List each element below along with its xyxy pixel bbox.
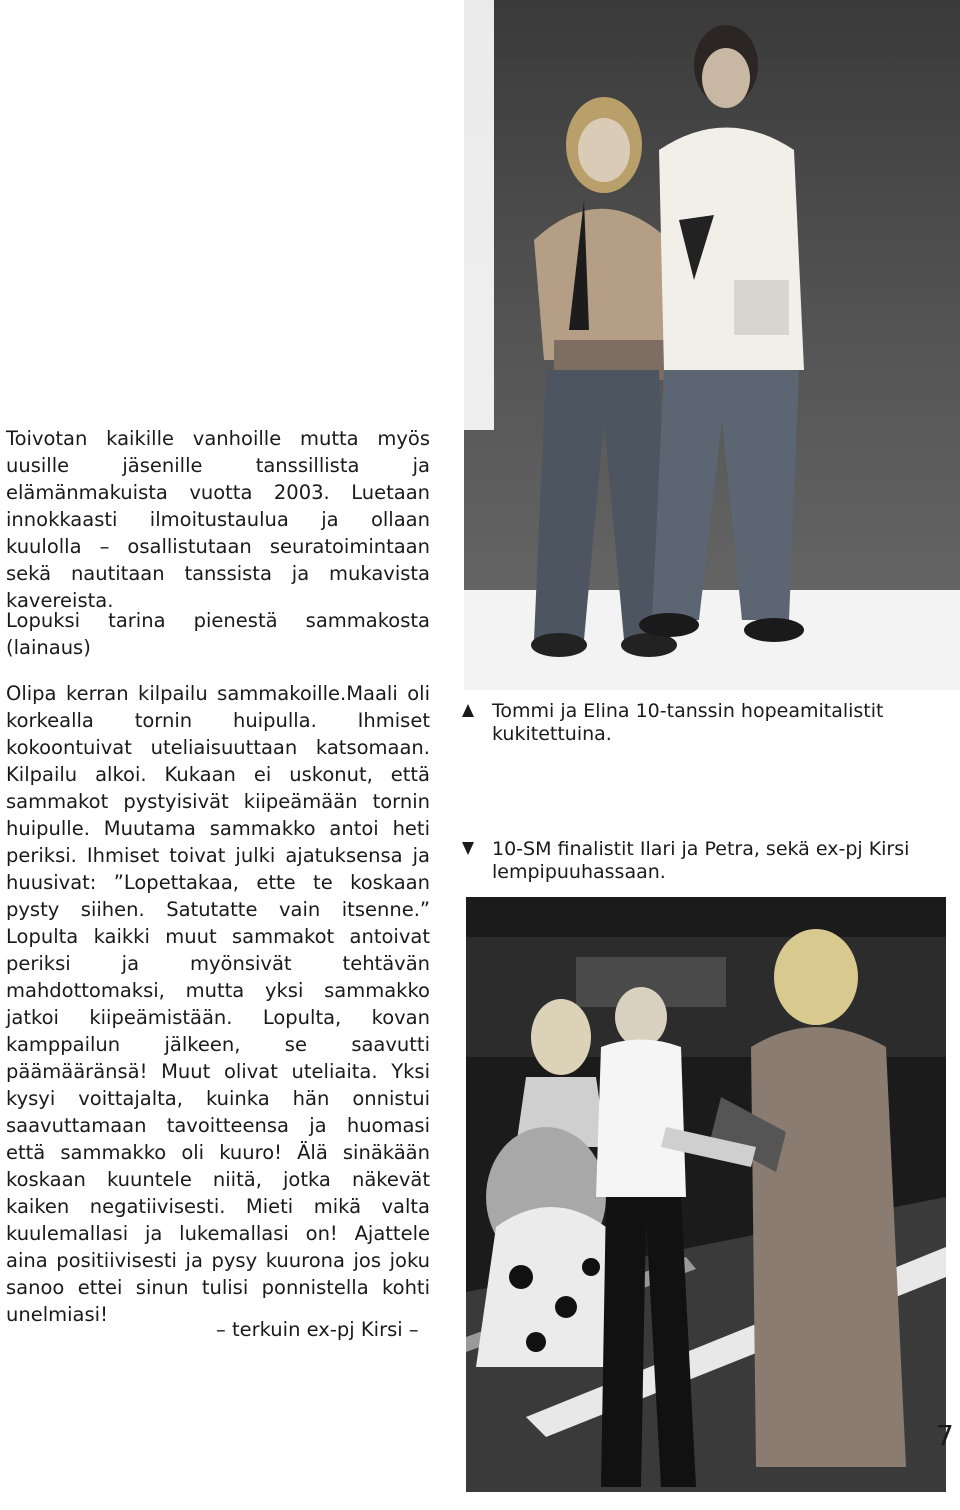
caption-top-photo (462, 700, 932, 746)
arrow-down-icon (462, 842, 474, 855)
arrow-up-icon (462, 704, 474, 717)
caption-bottom-photo (462, 838, 932, 884)
photo-finalists (466, 897, 946, 1492)
caption-top-text: Tommi ja Elina 10-tanssin hopeamitalistit kukitettuina. (492, 700, 884, 745)
signature: – terkuin ex-pj Kirsi – (216, 1318, 419, 1341)
caption-bottom-text: 10-SM finalistit Ilari ja Petra, sekä ex-pj Kirsi lempipuuhassaan. (492, 838, 910, 883)
photo-medalists (464, 0, 960, 690)
article-paragraph-intro: Toivotan kaikille vanhoille mutta myös uusille jäsenille tanssillista ja elämänmakuista vuotta 2003. Luetaan innokkaasti ilmoitustaulua ja ollaan kuulolla – osallistutaan seuratoimintaan sekä nautitaan tanssista ja mukavista kavereista. (6, 427, 430, 612)
article-paragraph-frog-story: Olipa kerran kilpailu sammakoille.Maali oli korkealla tornin huipulla. Ihmiset kokoontuivat uteliaisuuttaan katsomaan. Kilpailu alkoi. Kukaan ei uskonut, että sammakot pystyisivät kiipeämään tornin huipulle. Muutama sammakko antoi heti periksi. Ihmiset toivat julki ajatuksensa ja huusivat: ”Lopettakaa, ette te koskaan pysty siihen. Satutatte vain itsenne.” Lopulta kaikki muut sammakot antoivat periksi ja myönsivät tehtävän mahdottomaksi, mutta yksi sammakko jatkoi kiipeämistään. Lopulta, kovan kamppailun jälkeen, se saavutti päämääränsä! Muut olivat uteliaita. Yksi kysyi voittajalta, kuinka hän onnistui saavuttamaan tavoitteensa ja huomasi että sammakko oli kuuro! Älä sinäkään koskaan kuuntele niitä, jotka näkevät kaiken negatiivisesti. Mieti mikä valta kuulemallasi ja lukemallasi on! Ajattele aina positiivisesti ja pysy kuurona jos joku sanoo ettei sinun tulisi ponnistella kohti unelmiasi! (6, 682, 430, 1326)
page-number: 7 (936, 1419, 954, 1452)
article-paragraph-story-heading: Lopuksi tarina pienestä sammakosta (lainaus) (6, 609, 430, 659)
